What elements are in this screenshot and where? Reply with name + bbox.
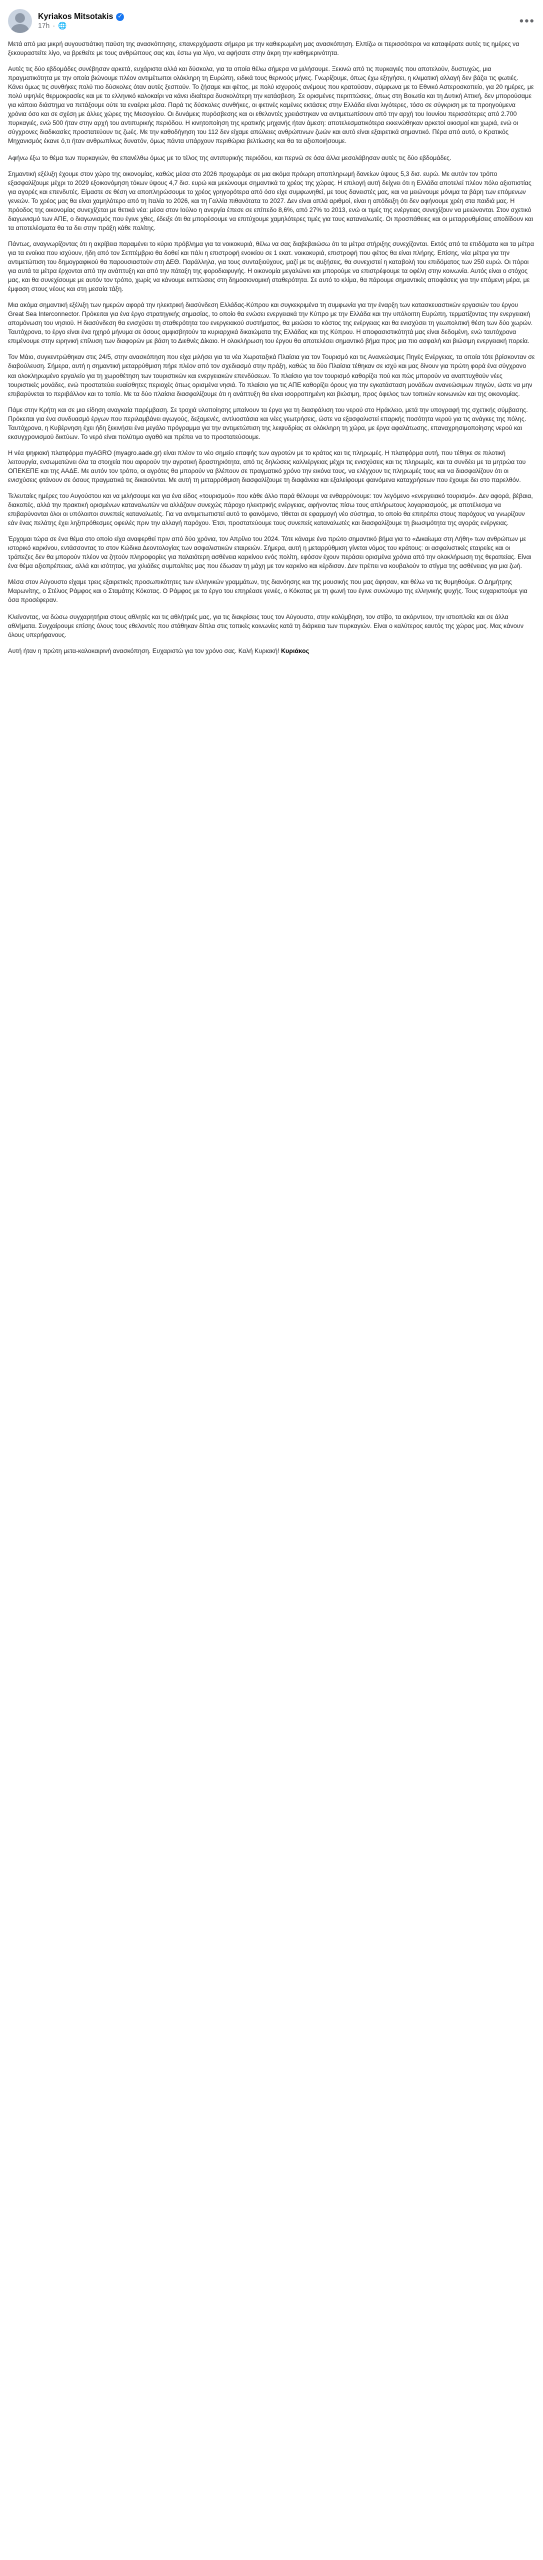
closing-text: Αυτή ήταν η πρώτη μετα-καλοκαιρινή ανασκόπηση. Ευχαριστώ για τον χρόνο σας. Καλή Κυριακή! [8,647,280,655]
paragraph: Σημαντική εξέλιξη έχουμε στον χώρο της οικονομίας, καθώς μέσα στο 2026 προχωράμε σε μια ακόμα πρόωρη αποπληρωμή δανείων ύψους 5,3 δισ. ευρώ. Με αυτόν τον τρόπο εξασφαλίζουμε μέχρι το 2029 εξοικονόμηση τόκων ύψους 4,7 δισ. ευρώ και μειώνουμε σημαντικά το χρέος της χώρας. Η επιλογή αυτή δείχνει ότι η Ελλάδα αποτελεί πλέον πόλο αξιοπιστίας για αγορές και επενδυτές. Είμαστε σε θέση να αποπληρώσουμε το χρέος γρηγορότερα από όσο είχε συμφωνηθεί, με τους δανειστές μας, και να μειώνουμε μόνιμα τα βάρη των επόμενων γενεών. Το χρέος μας θα είναι χαμηλότερο από τη Ιταλία το 2026, και τη Γαλλία πιθανότατα το 2027. Δεν είναι απλά αριθμοί, είναι η απόδειξη ότι δεν αφήνουμε χρέη στα παιδιά μας. Η πρόοδος της οικονομίας συνεχίζεται με θετικά νέα: μέσα στον Ιούλιο η ανεργία έπεσε σε επίπεδο 8,6%, από 27% το 2013, ενώ οι τιμές της ενέργειας συνεχίζουν να μειώνονται. Στον σχετικό διαγωνισμό των ΑΠΕ, ο διαγωνισμός που έγινε χθες, έδειξε ότι θα μπορέσουμε να επιτύχουμε χαμηλότερες τιμές για τους καταναλωτές. Οι προσπάθειες και οι μεταρρυθμίσεις αποδίδουν και τα αποτελέσματα θα τα δει στην πράξη κάθε πολίτης. [8,170,535,232]
paragraph: Πάντως, αναγνωρίζοντας ότι η ακρίβεια παραμένει το κύριο πρόβλημα για τα νοικοκυριά, θέλω να σας διαβεβαιώσω ότι τα μέτρα στήριξης συνεχίζονται. Εκτός από τα επιδόματα και τα μέτρα για τα ενοίκια που ισχύουν, ήδη από τον Σεπτέμβριο θα δοθεί και πάλι η επιστροφή ενοικίου σε 1 εκατ. νοικοκυριά, επιστροφή που φέτος θα είναι πλήρης. Επίσης, νέα μέτρα για την αντιμετώπιση του δημογραφικού θα παρουσιαστούν στη ΔΕΘ. Παράλληλα, για τους συνταξιούχους, μαζί με τις αυξήσεις, θα συνεχιστεί η καταβολή του επιδόματος των 250 ευρώ. Οι πόροι για αυτά τα μέτρα έρχονται από την ανάπτυξη και από την πάταξη της φοροδιαφυγής. Η οικονομία μεγαλώνει και μπορούμε να επιστρέφουμε τα οφέλη στην κοινωνία. Αυτός είναι ο στόχος μας, και θα συνεχίσουμε με αυτόν τον τρόπο, χωρίς να κάνουμε εκπτώσεις στη δημοσιονομική σταθερότητα. Σε αυτό το κλίμα, θα πάρουμε σημαντικές αποφάσεις για την επόμενη μέρα, με έμφαση στους νέους και στη μεσαία τάξη. [8,240,536,294]
globe-icon: 🌐 [58,23,67,30]
post-subline: 17h · 🌐 [38,22,67,30]
signature: Κυριάκος [280,647,310,655]
paragraph: Τον Μάιο, συγκεντρώθηκαν στις 24/5, στην ανασκόπηση που είχα μιλήσει για τα νέα Χωροταξικά Πλαίσια για τον Τουρισμό και τις Ανανεώσιμες Πηγές Ενέργειας, τα οποία τότε βρίσκονταν σε διαβούλευση. Σήμερα, αυτή η σημαντική μεταρρύθμιση πήρε πλέον από τον σχεδιασμό στην πράξη, καθώς τα δύο Πλαίσια τέθηκαν σε ισχύ και μας δίνουν για πρώτη φορά ένα σύγχρονο και ολοκληρωμένο εργαλείο για τη χωροθέτηση των τουριστικών και ενεργειακών επενδύσεων. Το πλαίσιο για τον τουρισμό καθορίζει πού και πώς μπορούν να αναπτυχθούν νέες τουριστικές μονάδες, ενώ προστατεύει ευαίσθητες περιοχές όπως ορισμένα νησιά. Το πλαίσιο για τις ΑΠΕ καθορίζει όρους για την εγκατάσταση μονάδων ανανεώσιμων πηγών, ώστε να μην επιβαρύνεται το περιβάλλον και το τοπίο. Με τα δύο πλαίσια διασφαλίζουμε ότι η ανάπτυξη θα είναι ισορροπημένη και βιώσιμη, προς όφελος των τοπικών κοινωνιών και της οικονομίας. [8,354,537,398]
author-row [38,12,124,21]
author-name[interactable]: Kyriakos Mitsotakis [38,12,114,21]
post-body [8,40,535,656]
avatar[interactable] [8,9,32,33]
paragraph: Κλείνοντας, να δώσω συγχαρητήρια στους αθλητές και τις αθλήτριές μας, για τις διακρίσεις τους τον Αύγουστο, στην κολύμβηση, τον στίβο, τα ακόρντεον, την ιστιοπλοΐα και σε άλλα αθλήματα. Συγχαίρουμε επίσης όλους τους εθελοντές που στάθηκαν δίπλα στις τοπικές κοινωνίες κατά τη διάρκεια των πυρκαγιών. Είναι ο καλύτερος εαυτός της χώρας μας. Μας κάνουν όλους υπερήφανους. [8,613,526,639]
post-timestamp[interactable]: 17h [38,22,50,30]
paragraph: Τελευταίες ημέρες του Αυγούστου και να μιλήσουμε και για ένα είδος «τουρισμού» που κάθε άλλο παρά θέλουμε να ενθαρρύνουμε: τον λεγόμενο «ενεργειακό τουρισμό». Δεν αφορά, βέβαια, διακοπές, αλλά την πρακτική ορισμένων καταναλωτών να αλλάζουν συνεχώς πάροχο ηλεκτρικής ενέργειας, αφήνοντας πίσω τους απλήρωτους λογαριασμούς, με αποτέλεσμα να επιβαρύνονται όλοι οι υπόλοιποι συνεπείς καταναλωτές. Για να αντιμετωπιστεί αυτό το φαινόμενο, τίθεται σε εφαρμογή νέο σύστημα, το οποίο θα επιτρέπει στους παρόχους να γνωρίζουν εάν ένας πελάτης έχει ληξιπρόθεσμες οφειλές πριν την αλλαγή παρόχου. Έτσι, προστατεύουμε τους συνεπείς καταναλωτές και διασφαλίζουμε τη βιωσιμότητα της αγοράς ενέργειας. [8,493,535,528]
paragraph: Μέσα στον Αύγουστο είχαμε τρεις εξαιρετικές προσωπικότητες των ελληνικών γραμμάτων, της διανόησης και της μουσικής που μας άφησαν, και θέλω να τις θυμηθούμε. Ο Δημήτρης Μαρωνίτης, ο Στέλιος Ράμφος και ο Σταμάτης Κόκοτας. Ο Ράμφος με το έργο του επηρέασε γενιές, ο Κόκοτας με τη φωνή του έγινε συνώνυμο της ελληνικής ψυχής. Τους ευχαριστούμε για όσα προσέφεραν. [8,579,530,605]
more-options-icon[interactable]: ••• [519,14,535,28]
paragraph: Αφήνω έξω το θέμα των πυρκαγιών, θα επανέλθω όμως με το τέλος της αντιπυρικής περιόδου, και περνώ σε όσα άλλα μεσολάβησαν αυτές τις δύο εβδομάδες. [8,154,452,162]
paragraph: Πάμε στην Κρήτη και σε μια είδηση αναγκαία παρέμβαση. Σε τροχιά υλοποίησης μπαίνουν τα έργα για τη διασφάλιση του νερού στο Ηράκλειο, μετά την υπογραφή της σχετικής σύμβασης. Πρόκειται για ένα συνδυασμό έργων που περιλαμβάνει αγωγούς, δεξαμενές, αντλιοστάσια και νέες γεωτρήσεις, ώστε να εξασφαλιστεί επαρκής ποσότητα νερού για τις ανάγκες της πόλης. Ταυτόχρονα, η Κυβέρνηση έχει ήδη ξεκινήσει ένα μεγάλο πρόγραμμα για την αντιμετώπιση της λειψυδρίας σε ολόκληρη τη χώρα, με έργα αφαλάτωσης, επαναχρησιμοποίησης νερού και εκσυγχρονισμού δικτύων. Το νερό είναι πολύτιμο αγαθό και πρέπει να το προστατεύσουμε. [8,406,530,441]
post-meta [38,12,124,30]
paragraph: Μια ακόμα σημαντική εξέλιξη των ημερών αφορά την ηλεκτρική διασύνδεση Ελλάδας-Κύπρου και συγκεκριμένα τη συμφωνία για την έναρξη των κατασκευαστικών εργασιών του έργου Great Sea Interconnector. Πρόκειται για ένα έργο στρατηγικής σημασίας, το οποίο θα ενώσει ενεργειακά την Κύπρο με την Ελλάδα και την υπόλοιπη Ευρώπη, τερματίζοντας την ενεργειακή απομόνωση του νησιού. Η διασύνδεση θα ενισχύσει τη σταθερότητα του ενεργειακού συστήματος, θα μειώσει το κόστος της ενέργειας και θα ενισχύσει τη γεωπολιτική θέση των δύο χωρών. Ταυτόχρονα, το έργο είναι ένα ηχηρό μήνυμα σε όσους αμφισβητούν τα κυριαρχικά δικαιώματα της Ελλάδας και της Κύπρου. Η αποφασιστικότητά μας είναι δεδομένη, ενώ ταυτόχρονα επιμένουμε στην ειρηνική επίλυση των διαφορών με βάση το Διεθνές Δίκαιο. Η ολοκλήρωση του έργου θα αποτελέσει σημαντικό βήμα προς μια πιο ασφαλή και βιώσιμη ενεργειακή πορεία. [8,302,535,346]
paragraph: Αυτές τις δύο εβδομάδες συνέβησαν αρκετά, ευχάριστα αλλά και δύσκολα, για τα οποία θέλω σήμερα να μιλήσουμε. Ξεκινώ από τις πυρκαγιές που αποτελούν, δυστυχώς, μια πραγματικότητα με την οποία βιώνουμε πλέον αντιμέτωποι ολόκληρη τη Ευρώπη, ειδικά τους θερινούς μήνες. Γνωρίζουμε, όπως έχω εξηγήσει, η κλιματική αλλαγή δεν βάζει τις φωτιές. Κάνει όμως τις συνθήκες πολύ πιο δύσκολες όταν αυτές ξεσπούν. Το ζήσαμε και φέτος, με πολύ ισχυρούς ανέμους που κρατούσαν, σύμφωνα με το Εθνικό Αστεροσκοπείο, για 20 ημέρες, με πολύ υψηλές θερμοκρασίες και με το ελληνικό καλοκαίρι να κάνει ιδιαίτερα δυσκολότερη την κατάσβεση. Σε ορισμένες περιπτώσεις, όπως στη Βοιωτία και τη Δυτική Αττική, δεν μπορούσαμε για κάποιο διάστημα να πετάξουμε ούτε τα εναέρια μέσα. Παρά τις δύσκολες συνθήκες, οι φετινές καμένες εκτάσεις στην Ελλάδα είναι λιγότερες, τόσο σε σύγκριση με τα προηγούμενα χρόνια όσο και σε σχέση με άλλες χώρες της Μεσογείου. Οι δυνάμεις πυρόσβεσης και οι εθελοντές χρειάστηκαν να αντιμετωπίσουν από την αρχή του Ιουνίου περισσότερες από 2.700 πυρκαγιές, ενώ 500 ήταν στην αρχή του αντιπυρικής περιόδου. Η κινητοποίηση της κρατικής μηχανής ήταν άμεση: αποτελεσματικότερα εκκενώθηκαν αρκετοί οικισμοί και χωριά, ενώ οι σύγχρονες διαδικασίες προστατεύουν τις ζωές. Με την καθοδήγηση του 112 δεν είχαμε απώλειες ανθρώπινων ζωών και αυτό είναι εξαιρετικά σημαντικό. Πέρα από αυτό, ο Κρατικός Μηχανισμός έκανε ό,τι ήταν ανθρωπίνως δυνατόν, όμως πάντα υπάρχουν περιθώρια βελτίωσης και θα τα αξιοποιήσουμε. [8,66,536,146]
paragraph: Η νέα ψηφιακή πλατφόρμα myAGRO (myagro.aade.gr) είναι πλέον το νέο σημείο επαφής των αγροτών με το κράτος και τις πληρωμές. Η πλατφόρμα αυτή, που τέθηκε σε πιλοτική λειτουργία, ενσωματώνει όλα τα στοιχεία που αφορούν την αγροτική δραστηριότητα, από τις δηλώσεις καλλιέργειας μέχρι τις ενισχύσεις και τις πληρωμές, και τα συνδέει με τα μητρώα του ΟΠΕΚΕΠΕ και της ΑΑΔΕ. Με αυτόν τον τρόπο, οι αγρότες θα μπορούν να βλέπουν σε πραγματικό χρόνο την εικόνα τους, να ελέγχουν τις πληρωμές τους και να διασφαλίζουν ότι οι ενισχύσεις φτάνουν σε όσους πραγματικά τις δικαιούνται. Με αυτή τη μεταρρύθμιση διασφαλίζουμε τη διαφάνεια και εξαλείφουμε φαινόμενα καταχρήσεων που έχουμε δει στο παρελθόν. [8,449,528,484]
paragraph: Μετά από μια μικρή αυγουστιάτικη παύση της ανασκόπησης, επανερχόμαστε σήμερα με την καθιερωμένη μας ανασκόπηση. Ελπίζω οι περισσότεροι να καταφέρατε αυτές τις ημέρες να ξεκουραστείτε λίγο, να βρεθείτε με τους ανθρώπους σας και, έστω για λίγο, να αφήσατε στην άκρη την καθημερινότητα. [8,41,522,58]
post-header [8,6,535,36]
closing-line [8,647,535,656]
verified-badge-icon: ✓ [117,13,123,20]
paragraph: Έρχομαι τώρα σε ένα θέμα στο οποίο είχα αναφερθεί πριν από δύο χρόνια, τον Απρίλιο του 2024. Τότε κάναμε ένα πρώτο σημαντικό βήμα για το «Δικαίωμα στη Λήθη» των ανθρώπων με ιστορικό καρκίνου, εντάσσοντας το στον Κώδικα Δεοντολογίας των ασφαλιστικών εταιρειών. Σήμερα, αυτή η μεταρρύθμιση γίνεται νόμος του κράτους: οι ασφαλιστικές εταιρείες και οι τράπεζες δεν θα μπορούν πλέον να ζητούν πληροφορίες για παλαιότερη ασθένεια καρκίνου ενός πολίτη, εφόσον έχουν περάσει ορισμένα χρόνια από την ολοκλήρωση της θεραπείας. Είναι ένα θέμα αξιοπρέπειας, αλλά και ισότητας, για χιλιάδες συμπολίτες μας που έδωσαν τη μάχη με τον καρκίνο και κέρδισαν. Δεν πρέπει να κουβαλούν το στίγμα της ασθένειας για μια ζωή. [8,536,534,571]
